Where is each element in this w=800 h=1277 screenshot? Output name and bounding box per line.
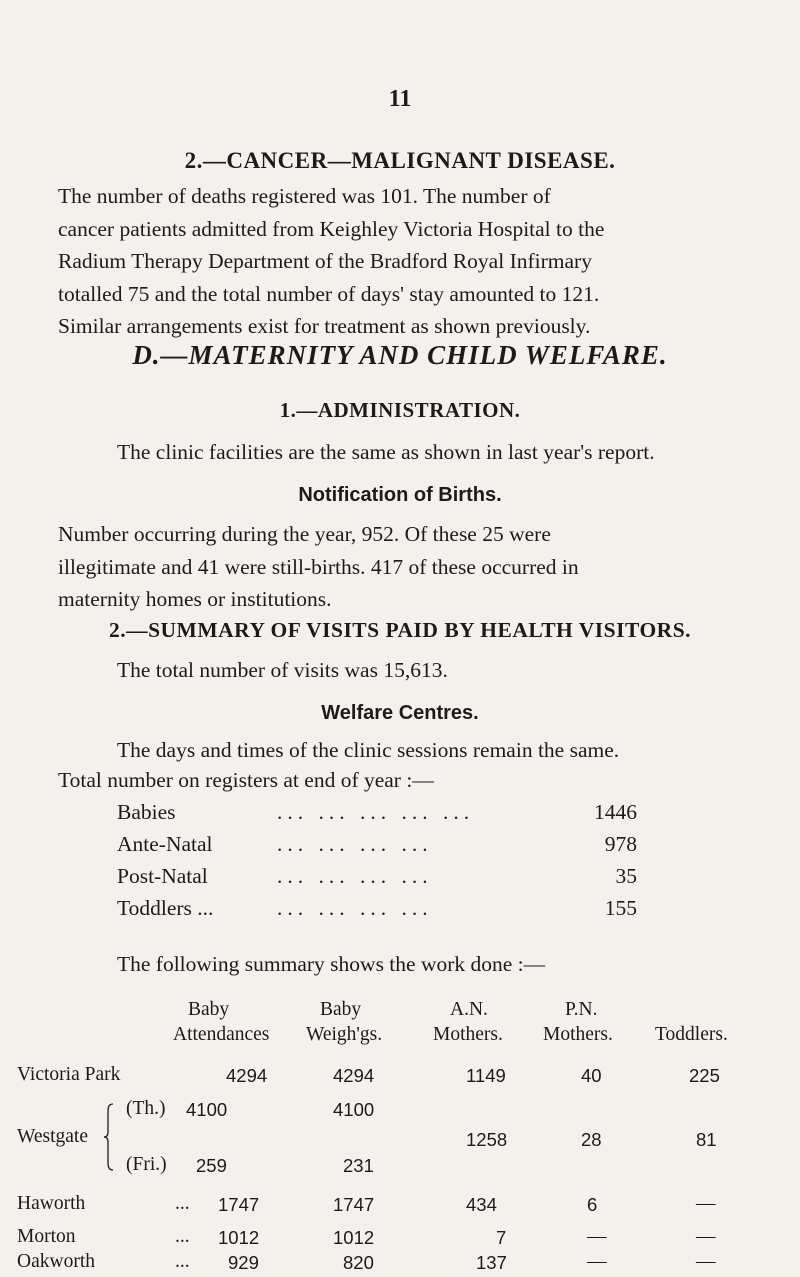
header-weighings: Weigh'gs. (306, 1024, 383, 1045)
header-attendances: Attendances (173, 1024, 270, 1045)
cancer-heading: 2.—CANCER—MALIGNANT DISEASE. (184, 148, 616, 173)
header-baby-2: Baby (320, 999, 362, 1020)
cancer-line: The number of deaths registered was 101. The number of (58, 184, 551, 208)
cancer-line: Radium Therapy Department of the Bradford Royal Infirmary (58, 249, 592, 273)
births-line: maternity homes or institutions. (58, 587, 332, 611)
births-line: Number occurring during the year, 952. Of these 25 were (58, 522, 551, 546)
list-item: Babies ... ... ... ... ... 1446 (117, 800, 637, 824)
header-pn: P.N. (565, 999, 598, 1020)
brace-icon (103, 1102, 117, 1172)
births-line: illegitimate and 41 were still-births. 417 of these occurred in (58, 554, 579, 579)
list-item: Toddlers ... ... ... ... ... 155 (117, 896, 637, 920)
header-pn-mothers: Mothers. (543, 1024, 613, 1045)
list-item: Post-Natal ... ... ... ... 35 (117, 864, 637, 888)
list-item: Ante-Natal ... ... ... ... 978 (117, 832, 637, 856)
cancer-paragraph (58, 180, 748, 343)
births-heading: Notification of Births. (298, 484, 502, 506)
register-list (117, 800, 637, 928)
registers-line: Total number on registers at end of year :— (58, 768, 434, 792)
total-visits-text: The total number of visits was 15,613. (117, 658, 448, 682)
page-number: 11 (388, 86, 412, 112)
cancer-line: totalled 75 and the total number of days' stay amounted to 121. (58, 281, 600, 306)
header-baby-1: Baby (188, 999, 230, 1020)
births-paragraph (58, 518, 748, 616)
visits-heading: 2.—SUMMARY OF VISITS PAID BY HEALTH VISITORS. (108, 618, 692, 642)
administration-heading: 1.—ADMINISTRATION. (279, 398, 521, 422)
document-page: 11 2.—CANCER—MALIGNANT DISEASE. The number of deaths registered was 101. The number of cancer patients admitted from Keighley Victoria Hospital to the Radium Therapy Department of the Bradford Royal Infirmary totalled 75 and the total number of days' stay amounted to 121. Similar arrangements exist for treatment as shown previously. D.—MATERNITY AND CHILD WELFARE. 1.—ADMINISTRATION. The clinic facilities are the same as shown in last year's report. Notification of Births. Number occurring during the year, 952. Of these 25 were illegitimate and 41 were still-births. 417 of these occurred in maternity homes or institutions. 2.—SUMMARY OF VISITS PAID BY HEALTH VISITORS. The total number of visits was 15,613. Welfare Centres. The days and times of the clinic sessions remain the same. Total number on registers at end of year :— Babies ... ... ... ... ... 1446 Ante-Natal ... ... ... ... 978 Post-Natal ... ... ... ... 35 Toddlers ... ... ... ... ... 155 The following summary shows the work done :— Baby Attendances Baby Weigh'gs. A.N. Mothers. P.N. Mothers. Toddlers. Victoria Park 4294 4294 1149 40 225 Westgate (Th.) 4100 4100 (Fri.) 259 231 1258 28 81 Haworth ... 1747 1747 434 6 — Morton ... 1012 1012 7 — — Oakworth ... 929 820 137 — — (0, 0, 800, 1277)
header-toddlers: Toddlers. (655, 1024, 728, 1045)
summary-intro: The following summary shows the work done :— (117, 952, 546, 976)
maternity-heading: D.—MATERNITY AND CHILD WELFARE. (132, 340, 668, 370)
header-an-mothers: Mothers. (433, 1024, 503, 1045)
header-an: A.N. (450, 999, 488, 1020)
cancer-line: cancer patients admitted from Keighley Victoria Hospital to the (58, 216, 605, 241)
welfare-centres-heading: Welfare Centres. (321, 702, 479, 724)
cancer-line: Similar arrangements exist for treatment as shown previously. (58, 314, 591, 338)
administration-text: The clinic facilities are the same as shown in last year's report. (117, 440, 655, 464)
days-times-line: The days and times of the clinic sessions remain the same. (117, 738, 620, 762)
